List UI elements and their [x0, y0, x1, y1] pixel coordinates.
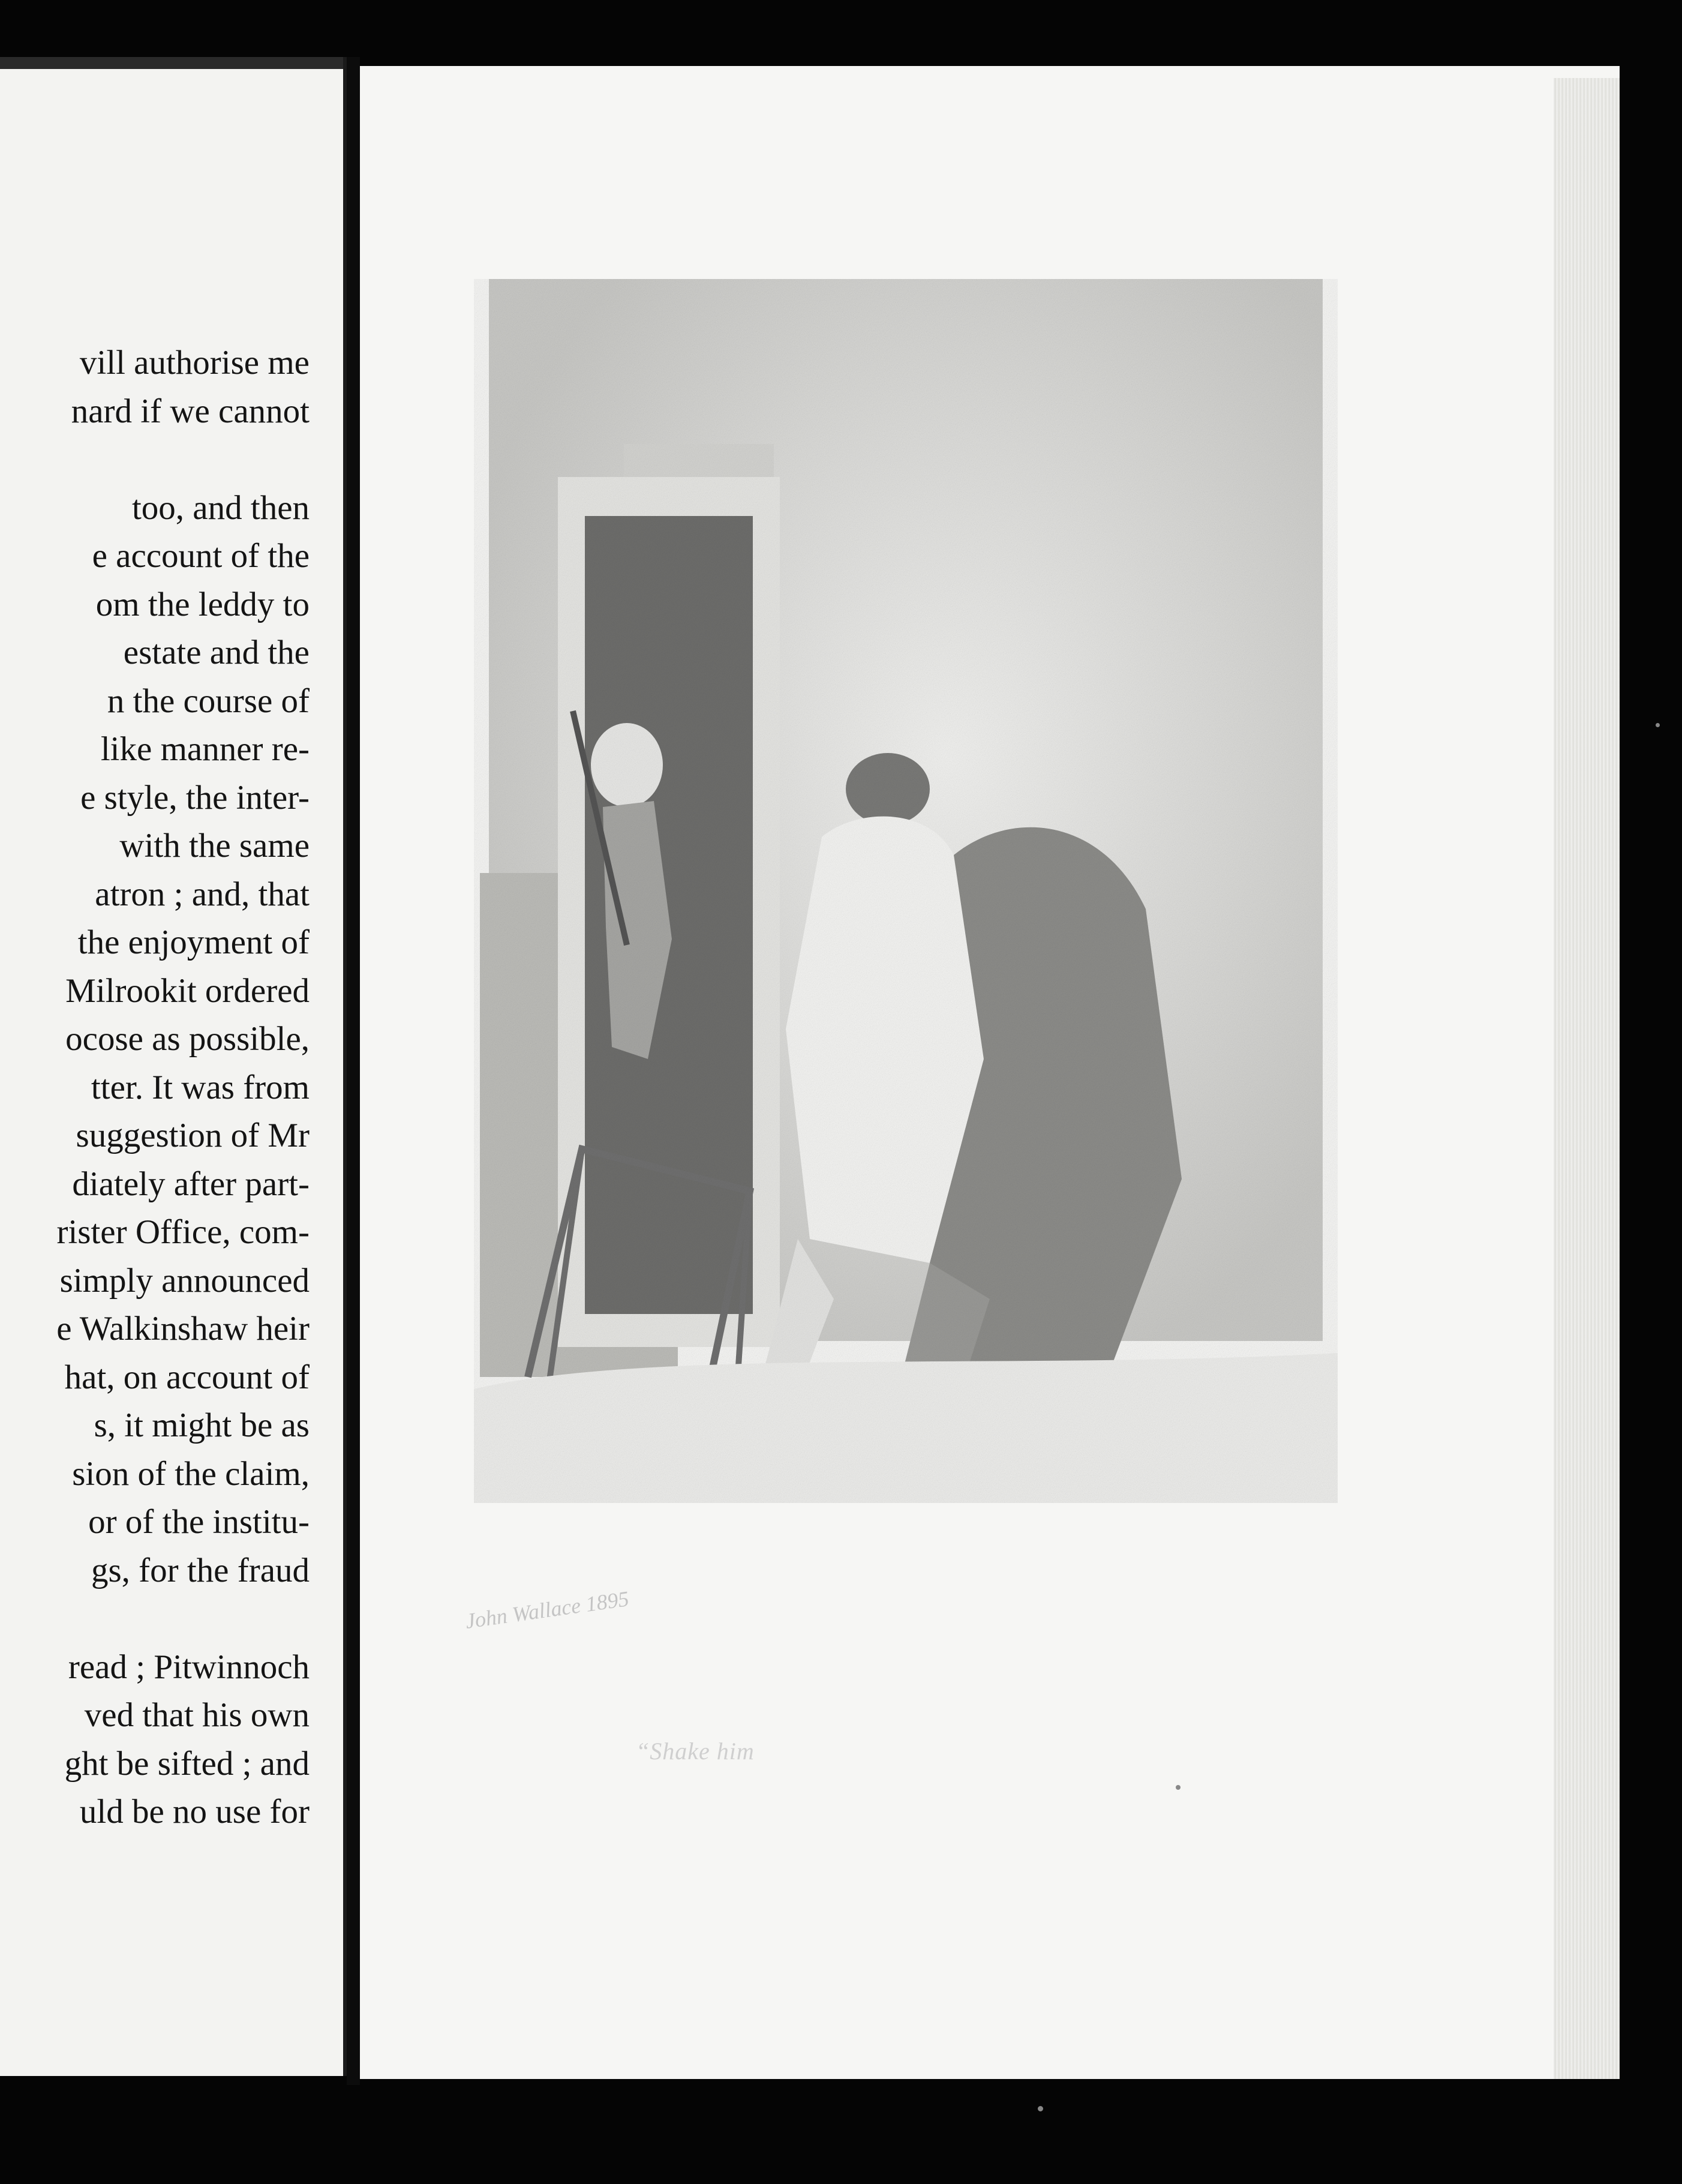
speck	[1656, 723, 1660, 727]
text-line: e style, the inter-	[80, 778, 310, 817]
text-line: too, and then	[131, 488, 310, 527]
door-lintel	[624, 444, 774, 477]
text-line: hat, on account of	[64, 1358, 310, 1396]
text-line: ght be sifted ; and	[64, 1744, 310, 1783]
text-line: e account of the	[92, 537, 310, 575]
page-top-edge	[0, 57, 343, 69]
text-line: with the same	[119, 827, 310, 865]
text-line: vill authorise me	[79, 344, 310, 382]
left-page-text	[0, 339, 310, 1837]
illustration-caption: “Shake him	[636, 1738, 755, 1765]
text-line: s, it might be as	[94, 1406, 310, 1444]
illustrator-signature: John Wallace 1895	[464, 1586, 630, 1634]
text-line: simply announced	[59, 1261, 310, 1300]
text-line: gs, for the fraud	[91, 1551, 310, 1589]
text-line: rister Office, com-	[56, 1213, 310, 1251]
text-line: or of the institu-	[88, 1503, 310, 1541]
text-line: like manner re-	[100, 730, 310, 768]
speck	[1176, 1785, 1181, 1790]
illustration-drawing	[474, 279, 1338, 1503]
text-line: estate and the	[123, 634, 310, 671]
text-line: e Walkinshaw heir	[56, 1310, 310, 1348]
text-line	[0, 1595, 310, 1643]
left-page	[0, 57, 347, 2076]
text-line: n the course of	[107, 682, 310, 720]
illustration	[474, 279, 1338, 1503]
text-line: the enjoyment of	[77, 923, 310, 961]
text-line: uld be no use for	[79, 1793, 310, 1831]
text-line: read ; Pitwinnoch	[68, 1648, 310, 1686]
text-line: suggestion of Mr	[76, 1117, 310, 1154]
book-gutter	[347, 57, 360, 2085]
text-line: nard if we cannot	[71, 392, 310, 430]
text-line: tter. It was from	[91, 1068, 310, 1106]
text-line: sion of the claim,	[72, 1454, 310, 1493]
speck	[1038, 2106, 1043, 2111]
text-line: om the leddy to	[95, 585, 310, 623]
text-line	[0, 436, 310, 484]
text-line: ved that his own	[84, 1696, 310, 1734]
text-line: ocose as possible,	[65, 1020, 310, 1058]
page-edges	[1554, 78, 1620, 2079]
main-figure-head	[846, 753, 930, 825]
text-line: diately after part-	[72, 1165, 310, 1203]
figure-head	[591, 723, 663, 807]
text-line: atron ; and, that	[95, 875, 310, 913]
text-line: Milrookit ordered	[65, 971, 310, 1010]
